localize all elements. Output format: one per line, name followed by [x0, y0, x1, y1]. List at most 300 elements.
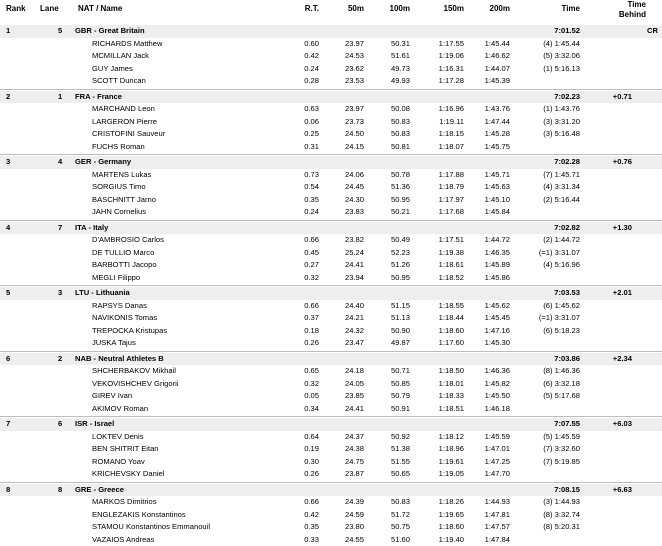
swimmer-split-50m: 24.21 — [330, 312, 364, 325]
swimmer-reaction-time: 0.35 — [283, 194, 319, 207]
swimmer-split-50m: 24.30 — [330, 194, 364, 207]
header-50m: 50m — [330, 4, 364, 14]
team-time-behind: +2.01 — [600, 287, 632, 300]
swimmer-split-100m: 51.38 — [376, 443, 410, 456]
swimmer-split-100m: 50.83 — [376, 128, 410, 141]
swimmer-split-200m: 1:45.63 — [470, 181, 510, 194]
swimmer-row — [0, 378, 662, 391]
team-row — [0, 353, 662, 366]
swimmer-split-100m: 51.61 — [376, 50, 410, 63]
team-name: ISR - Israel — [75, 418, 275, 431]
swimmer-split-200m: 1:46.35 — [470, 247, 510, 260]
swimmer-split-200m: 1:47.70 — [470, 468, 510, 481]
swimmer-reaction-time: 0.60 — [283, 38, 319, 51]
swimmer-name: SCOTT Duncan — [92, 75, 292, 88]
swimmer-split-200m: 1:45.50 — [470, 390, 510, 403]
swimmer-row — [0, 181, 662, 194]
header-rt: R.T. — [283, 4, 319, 14]
swimmer-split-50m: 23.87 — [330, 468, 364, 481]
swimmer-split-100m: 50.31 — [376, 38, 410, 51]
swimmer-reaction-time: 0.35 — [283, 521, 319, 534]
swimmer-reaction-time: 0.37 — [283, 312, 319, 325]
swimmer-row — [0, 169, 662, 182]
swimmer-split-200m: 1:45.59 — [470, 431, 510, 444]
swimmer-name: BEN SHITRIT Eitan — [92, 443, 292, 456]
team-name: NAB - Neutral Athletes B — [75, 353, 275, 366]
team-time: 7:03.86 — [520, 353, 580, 366]
swimmer-split-100m: 51.72 — [376, 509, 410, 522]
swimmer-row — [0, 403, 662, 416]
swimmer-split-50m: 24.32 — [330, 325, 364, 338]
team-time: 7:01.52 — [520, 25, 580, 38]
swimmer-split-50m: 24.41 — [330, 259, 364, 272]
team-row — [0, 156, 662, 169]
swimmer-cumulative-time: (5) 5:17.68 — [520, 390, 580, 403]
swimmer-split-50m: 23.62 — [330, 63, 364, 76]
swimmer-split-200m: 1:45.39 — [470, 75, 510, 88]
swimmer-split-50m: 23.85 — [330, 390, 364, 403]
swimmer-cumulative-time: (2) 1:44.72 — [520, 234, 580, 247]
swimmer-split-100m: 50.83 — [376, 496, 410, 509]
swimmer-name: LOKTEV Denis — [92, 431, 292, 444]
swimmer-split-100m: 49.87 — [376, 337, 410, 350]
swimmer-row — [0, 247, 662, 260]
swimmer-split-50m: 23.97 — [330, 103, 364, 116]
swimmer-split-150m: 1:18.55 — [424, 300, 464, 313]
swimmer-split-100m: 50.90 — [376, 325, 410, 338]
swimmer-split-150m: 1:18.60 — [424, 521, 464, 534]
team-time-behind: +1.30 — [600, 222, 632, 235]
swimmer-cumulative-time: (3) 1:44.93 — [520, 496, 580, 509]
swimmer-split-100m: 50.71 — [376, 365, 410, 378]
swimmer-row — [0, 259, 662, 272]
swimmer-split-200m: 1:45.82 — [470, 378, 510, 391]
swimmer-cumulative-time: (5) 1:45.59 — [520, 431, 580, 444]
team-lane: 6 — [58, 418, 70, 431]
swimmer-split-100m: 50.21 — [376, 206, 410, 219]
team-divider — [0, 220, 662, 221]
swimmer-split-200m: 1:45.62 — [470, 300, 510, 313]
swimmer-split-50m: 24.18 — [330, 365, 364, 378]
team-time: 7:07.55 — [520, 418, 580, 431]
swimmer-split-50m: 23.94 — [330, 272, 364, 285]
swimmer-split-150m: 1:18.26 — [424, 496, 464, 509]
team-rank: 4 — [6, 222, 20, 235]
swimmer-row — [0, 431, 662, 444]
swimmer-reaction-time: 0.66 — [283, 234, 319, 247]
swimmer-name: GUY James — [92, 63, 292, 76]
swimmer-name: SHCHERBAKOV Mikhail — [92, 365, 292, 378]
swimmer-row — [0, 38, 662, 51]
swimmer-row — [0, 128, 662, 141]
team-rank: 6 — [6, 353, 20, 366]
swimmer-cumulative-time: (2) 5:16.44 — [520, 194, 580, 207]
team-name: ITA - Italy — [75, 222, 275, 235]
team-time-behind: +0.71 — [600, 91, 632, 104]
swimmer-cumulative-time: (=1) 3:31.07 — [520, 312, 580, 325]
swimmer-split-200m: 1:47.01 — [470, 443, 510, 456]
swimmer-reaction-time: 0.18 — [283, 325, 319, 338]
swimmer-cumulative-time: (4) 3:31.34 — [520, 181, 580, 194]
swimmer-row — [0, 509, 662, 522]
swimmer-name: AKIMOV Roman — [92, 403, 292, 416]
team-rank: 7 — [6, 418, 20, 431]
swimmer-row — [0, 141, 662, 154]
swimmer-split-200m: 1:47.44 — [470, 116, 510, 129]
swimmer-cumulative-time: (7) 5:19.85 — [520, 456, 580, 469]
header-100m: 100m — [376, 4, 410, 14]
swimmer-split-150m: 1:19.06 — [424, 50, 464, 63]
header-200m: 200m — [470, 4, 510, 14]
swimmer-split-150m: 1:18.12 — [424, 431, 464, 444]
swimmer-split-200m: 1:45.45 — [470, 312, 510, 325]
team-lane: 2 — [58, 353, 70, 366]
swimmer-split-150m: 1:18.07 — [424, 141, 464, 154]
swimmer-split-200m: 1:45.44 — [470, 38, 510, 51]
swimmer-split-100m: 51.26 — [376, 259, 410, 272]
swimmer-split-100m: 50.85 — [376, 378, 410, 391]
swimmer-name: GIREV Ivan — [92, 390, 292, 403]
swimmer-split-200m: 1:45.86 — [470, 272, 510, 285]
team-rank: 8 — [6, 484, 20, 497]
swimmer-split-150m: 1:18.01 — [424, 378, 464, 391]
team-lane: 7 — [58, 222, 70, 235]
swimmer-split-200m: 1:43.76 — [470, 103, 510, 116]
swimmer-row — [0, 390, 662, 403]
swimmer-row — [0, 300, 662, 313]
swimmer-split-100m: 50.83 — [376, 116, 410, 129]
team-name: FRA - France — [75, 91, 275, 104]
swimmer-reaction-time: 0.28 — [283, 75, 319, 88]
swimmer-split-150m: 1:17.68 — [424, 206, 464, 219]
team-time-behind: +6.03 — [600, 418, 632, 431]
swimmer-name: SORGIUS Timo — [92, 181, 292, 194]
team-row — [0, 222, 662, 235]
swimmer-split-150m: 1:18.33 — [424, 390, 464, 403]
swimmer-split-200m: 1:44.72 — [470, 234, 510, 247]
swimmer-name: RAPSYS Danas — [92, 300, 292, 313]
header-lane: Lane — [40, 4, 59, 14]
team-lane: 5 — [58, 25, 70, 38]
swimmer-row — [0, 234, 662, 247]
swimmer-row — [0, 75, 662, 88]
swimmer-split-200m: 1:47.84 — [470, 534, 510, 546]
team-divider — [0, 285, 662, 286]
swimmer-name: LARGERON Pierre — [92, 116, 292, 129]
swimmer-row — [0, 63, 662, 76]
swimmer-split-50m: 23.83 — [330, 206, 364, 219]
swimmer-reaction-time: 0.26 — [283, 468, 319, 481]
swimmer-cumulative-time: (1) 1:43.76 — [520, 103, 580, 116]
swimmer-split-150m: 1:18.51 — [424, 403, 464, 416]
team-time: 7:03.53 — [520, 287, 580, 300]
swimmer-split-50m: 24.06 — [330, 169, 364, 182]
swimmer-row — [0, 50, 662, 63]
swimmer-cumulative-time: (4) 5:16.96 — [520, 259, 580, 272]
swimmer-split-200m: 1:47.25 — [470, 456, 510, 469]
swimmer-name: VEKOVISHCHEV Grigorii — [92, 378, 292, 391]
swimmer-cumulative-time: (7) 3:32.60 — [520, 443, 580, 456]
team-time: 7:02.23 — [520, 91, 580, 104]
swimmer-split-200m: 1:44.07 — [470, 63, 510, 76]
swimmer-cumulative-time: (6) 5:18.23 — [520, 325, 580, 338]
swimmer-reaction-time: 0.45 — [283, 247, 319, 260]
swimmer-reaction-time: 0.63 — [283, 103, 319, 116]
swimmer-split-150m: 1:18.61 — [424, 259, 464, 272]
swimmer-row — [0, 365, 662, 378]
swimmer-reaction-time: 0.26 — [283, 337, 319, 350]
swimmer-split-50m: 24.40 — [330, 300, 364, 313]
header-time-behind-2: Behind — [610, 10, 646, 20]
team-time: 7:02.28 — [520, 156, 580, 169]
swimmer-reaction-time: 0.32 — [283, 378, 319, 391]
swimmer-name: MCMILLAN Jack — [92, 50, 292, 63]
swimmer-row — [0, 206, 662, 219]
swimmer-name: CRISTOFINI Sauveur — [92, 128, 292, 141]
swimmer-split-100m: 51.55 — [376, 456, 410, 469]
swimmer-name: JAHN Cornelius — [92, 206, 292, 219]
team-name: GBR - Great Britain — [75, 25, 275, 38]
swimmer-split-150m: 1:17.51 — [424, 234, 464, 247]
team-lane: 3 — [58, 287, 70, 300]
swimmer-split-50m: 24.41 — [330, 403, 364, 416]
team-rank: 1 — [6, 25, 20, 38]
swimmer-reaction-time: 0.27 — [283, 259, 319, 272]
swimmer-cumulative-time: (7) 1:45.71 — [520, 169, 580, 182]
swimmer-split-200m: 1:45.71 — [470, 169, 510, 182]
swimmer-name: RICHARDS Matthew — [92, 38, 292, 51]
swimmer-row — [0, 116, 662, 129]
swimmer-name: KRICHEVSKY Daniel — [92, 468, 292, 481]
swimmer-split-200m: 1:47.16 — [470, 325, 510, 338]
swimmer-split-200m: 1:46.62 — [470, 50, 510, 63]
team-row — [0, 25, 662, 38]
swimmer-split-150m: 1:17.55 — [424, 38, 464, 51]
swimmer-split-150m: 1:18.15 — [424, 128, 464, 141]
swimmer-row — [0, 194, 662, 207]
swimmer-name: ENGLEZAKIS Konstantinos — [92, 509, 292, 522]
team-time-behind: +0.76 — [600, 156, 632, 169]
swimmer-split-50m: 24.55 — [330, 534, 364, 546]
swimmer-split-100m: 50.75 — [376, 521, 410, 534]
swimmer-split-150m: 1:18.79 — [424, 181, 464, 194]
team-divider — [0, 154, 662, 155]
swimmer-row — [0, 468, 662, 481]
swimmer-split-100m: 50.92 — [376, 431, 410, 444]
team-time: 7:08.15 — [520, 484, 580, 497]
swimmer-split-100m: 52.23 — [376, 247, 410, 260]
swimmer-split-200m: 1:45.10 — [470, 194, 510, 207]
swimmer-split-50m: 24.45 — [330, 181, 364, 194]
swimmer-split-50m: 24.75 — [330, 456, 364, 469]
swimmer-split-150m: 1:16.96 — [424, 103, 464, 116]
swimmer-row — [0, 272, 662, 285]
swimmer-split-100m: 50.81 — [376, 141, 410, 154]
team-row — [0, 91, 662, 104]
swimmer-split-50m: 23.82 — [330, 234, 364, 247]
swimmer-split-100m: 50.08 — [376, 103, 410, 116]
swimmer-split-50m: 23.97 — [330, 38, 364, 51]
header-150m: 150m — [424, 4, 464, 14]
team-row — [0, 287, 662, 300]
swimmer-name: FUCHS Roman — [92, 141, 292, 154]
swimmer-cumulative-time: (6) 3:32.18 — [520, 378, 580, 391]
swimmer-cumulative-time: (8) 5:20.31 — [520, 521, 580, 534]
swimmer-name: TREPOCKA Kristupas — [92, 325, 292, 338]
swimmer-row — [0, 534, 662, 546]
swimmer-split-150m: 1:18.52 — [424, 272, 464, 285]
swimmer-name: BASCHNITT Jarno — [92, 194, 292, 207]
swimmer-name: STAMOU Konstantinos Emmanouil — [92, 521, 292, 534]
swimmer-split-150m: 1:17.28 — [424, 75, 464, 88]
swimmer-name: MARTENS Lukas — [92, 169, 292, 182]
swimmer-split-150m: 1:19.65 — [424, 509, 464, 522]
team-row — [0, 418, 662, 431]
swimmer-cumulative-time: (3) 3:31.20 — [520, 116, 580, 129]
swimmer-row — [0, 325, 662, 338]
swimmer-name: MARKOS Dimitrios — [92, 496, 292, 509]
swimmer-name: D'AMBROSIO Carlos — [92, 234, 292, 247]
swimmer-name: DE TULLIO Marco — [92, 247, 292, 260]
team-divider — [0, 482, 662, 483]
swimmer-row — [0, 496, 662, 509]
swimmer-reaction-time: 0.34 — [283, 403, 319, 416]
swimmer-row — [0, 521, 662, 534]
swimmer-split-100m: 50.49 — [376, 234, 410, 247]
swimmer-cumulative-time: (8) 3:32.74 — [520, 509, 580, 522]
swimmer-split-200m: 1:46.36 — [470, 365, 510, 378]
swimmer-reaction-time: 0.24 — [283, 206, 319, 219]
swimmer-split-100m: 50.95 — [376, 272, 410, 285]
swimmer-reaction-time: 0.32 — [283, 272, 319, 285]
swimmer-reaction-time: 0.42 — [283, 509, 319, 522]
swimmer-reaction-time: 0.33 — [283, 534, 319, 546]
team-lane: 8 — [58, 484, 70, 497]
swimmer-split-150m: 1:17.60 — [424, 337, 464, 350]
swimmer-split-50m: 24.05 — [330, 378, 364, 391]
swimmer-reaction-time: 0.05 — [283, 390, 319, 403]
team-row — [0, 484, 662, 497]
swimmer-split-100m: 50.65 — [376, 468, 410, 481]
swimmer-reaction-time: 0.54 — [283, 181, 319, 194]
header-time: Time — [546, 4, 580, 14]
swimmer-split-100m: 50.95 — [376, 194, 410, 207]
swimmer-split-50m: 23.47 — [330, 337, 364, 350]
swimmer-reaction-time: 0.66 — [283, 300, 319, 313]
team-name: GER - Germany — [75, 156, 275, 169]
swimmer-reaction-time: 0.25 — [283, 128, 319, 141]
header-time-behind-1: Time — [610, 0, 646, 10]
swimmer-split-50m: 24.15 — [330, 141, 364, 154]
swimmer-reaction-time: 0.31 — [283, 141, 319, 154]
swimmer-cumulative-time: (1) 5:16.13 — [520, 63, 580, 76]
swimmer-split-150m: 1:19.40 — [424, 534, 464, 546]
swimmer-reaction-time: 0.42 — [283, 50, 319, 63]
swimmer-reaction-time: 0.06 — [283, 116, 319, 129]
swimmer-split-150m: 1:17.97 — [424, 194, 464, 207]
swimmer-reaction-time: 0.30 — [283, 456, 319, 469]
team-rank: 5 — [6, 287, 20, 300]
team-rank: 2 — [6, 91, 20, 104]
team-name: LTU - Lithuania — [75, 287, 275, 300]
swimmer-row — [0, 103, 662, 116]
swimmer-split-50m: 24.37 — [330, 431, 364, 444]
swimmer-split-100m: 51.36 — [376, 181, 410, 194]
swimmer-split-50m: 24.39 — [330, 496, 364, 509]
swimmer-reaction-time: 0.65 — [283, 365, 319, 378]
swimmer-split-200m: 1:47.81 — [470, 509, 510, 522]
swimmer-row — [0, 337, 662, 350]
swimmer-split-150m: 1:19.11 — [424, 116, 464, 129]
swimmer-split-200m: 1:45.30 — [470, 337, 510, 350]
swimmer-split-100m: 49.73 — [376, 63, 410, 76]
team-time-behind: +2.34 — [600, 353, 632, 366]
swimmer-split-100m: 51.15 — [376, 300, 410, 313]
team-lane: 4 — [58, 156, 70, 169]
swimmer-split-150m: 1:17.88 — [424, 169, 464, 182]
team-divider — [0, 416, 662, 417]
team-divider — [0, 89, 662, 90]
swimmer-reaction-time: 0.24 — [283, 63, 319, 76]
swimmer-name: JUSKA Tajus — [92, 337, 292, 350]
swimmer-cumulative-time: (3) 5:16.48 — [520, 128, 580, 141]
swimmer-name: MEGLI Filippo — [92, 272, 292, 285]
swimmer-split-50m: 25.24 — [330, 247, 364, 260]
swimmer-split-150m: 1:18.96 — [424, 443, 464, 456]
swimmer-split-150m: 1:19.38 — [424, 247, 464, 260]
swimmer-name: ROMANO Yoav — [92, 456, 292, 469]
swimmer-split-50m: 24.59 — [330, 509, 364, 522]
swimmer-cumulative-time: (6) 1:45.62 — [520, 300, 580, 313]
swimmer-split-50m: 23.53 — [330, 75, 364, 88]
swimmer-cumulative-time: (4) 1:45.44 — [520, 38, 580, 51]
team-divider — [0, 351, 662, 352]
swimmer-name: VAZAIOS Andreas — [92, 534, 292, 546]
team-lane: 1 — [58, 91, 70, 104]
swimmer-split-150m: 1:18.44 — [424, 312, 464, 325]
swimmer-split-150m: 1:16.31 — [424, 63, 464, 76]
swimmer-split-50m: 24.53 — [330, 50, 364, 63]
header-nat-name: NAT / Name — [78, 4, 122, 14]
swimmer-split-100m: 50.78 — [376, 169, 410, 182]
swimmer-split-200m: 1:45.28 — [470, 128, 510, 141]
team-time: 7:02.82 — [520, 222, 580, 235]
swimmer-split-50m: 23.73 — [330, 116, 364, 129]
swimmer-split-150m: 1:18.60 — [424, 325, 464, 338]
swimmer-cumulative-time: (=1) 3:31.07 — [520, 247, 580, 260]
swimmer-split-50m: 24.38 — [330, 443, 364, 456]
swimmer-cumulative-time: (8) 1:46.36 — [520, 365, 580, 378]
swimmer-reaction-time: 0.73 — [283, 169, 319, 182]
team-record: CR — [636, 25, 658, 38]
swimmer-split-200m: 1:45.84 — [470, 206, 510, 219]
swimmer-split-150m: 1:19.61 — [424, 456, 464, 469]
swimmer-split-200m: 1:45.89 — [470, 259, 510, 272]
swimmer-name: MARCHAND Leon — [92, 103, 292, 116]
swimmer-split-200m: 1:46.18 — [470, 403, 510, 416]
swimmer-split-100m: 51.13 — [376, 312, 410, 325]
team-name: GRE - Greece — [75, 484, 275, 497]
swimmer-split-150m: 1:19.05 — [424, 468, 464, 481]
swimmer-split-150m: 1:18.50 — [424, 365, 464, 378]
swimmer-name: BARBOTTI Jacopo — [92, 259, 292, 272]
swimmer-split-200m: 1:47.57 — [470, 521, 510, 534]
team-rank: 3 — [6, 156, 20, 169]
swimmer-split-50m: 24.50 — [330, 128, 364, 141]
swimmer-split-100m: 50.79 — [376, 390, 410, 403]
swimmer-row — [0, 456, 662, 469]
team-time-behind: +6.63 — [600, 484, 632, 497]
